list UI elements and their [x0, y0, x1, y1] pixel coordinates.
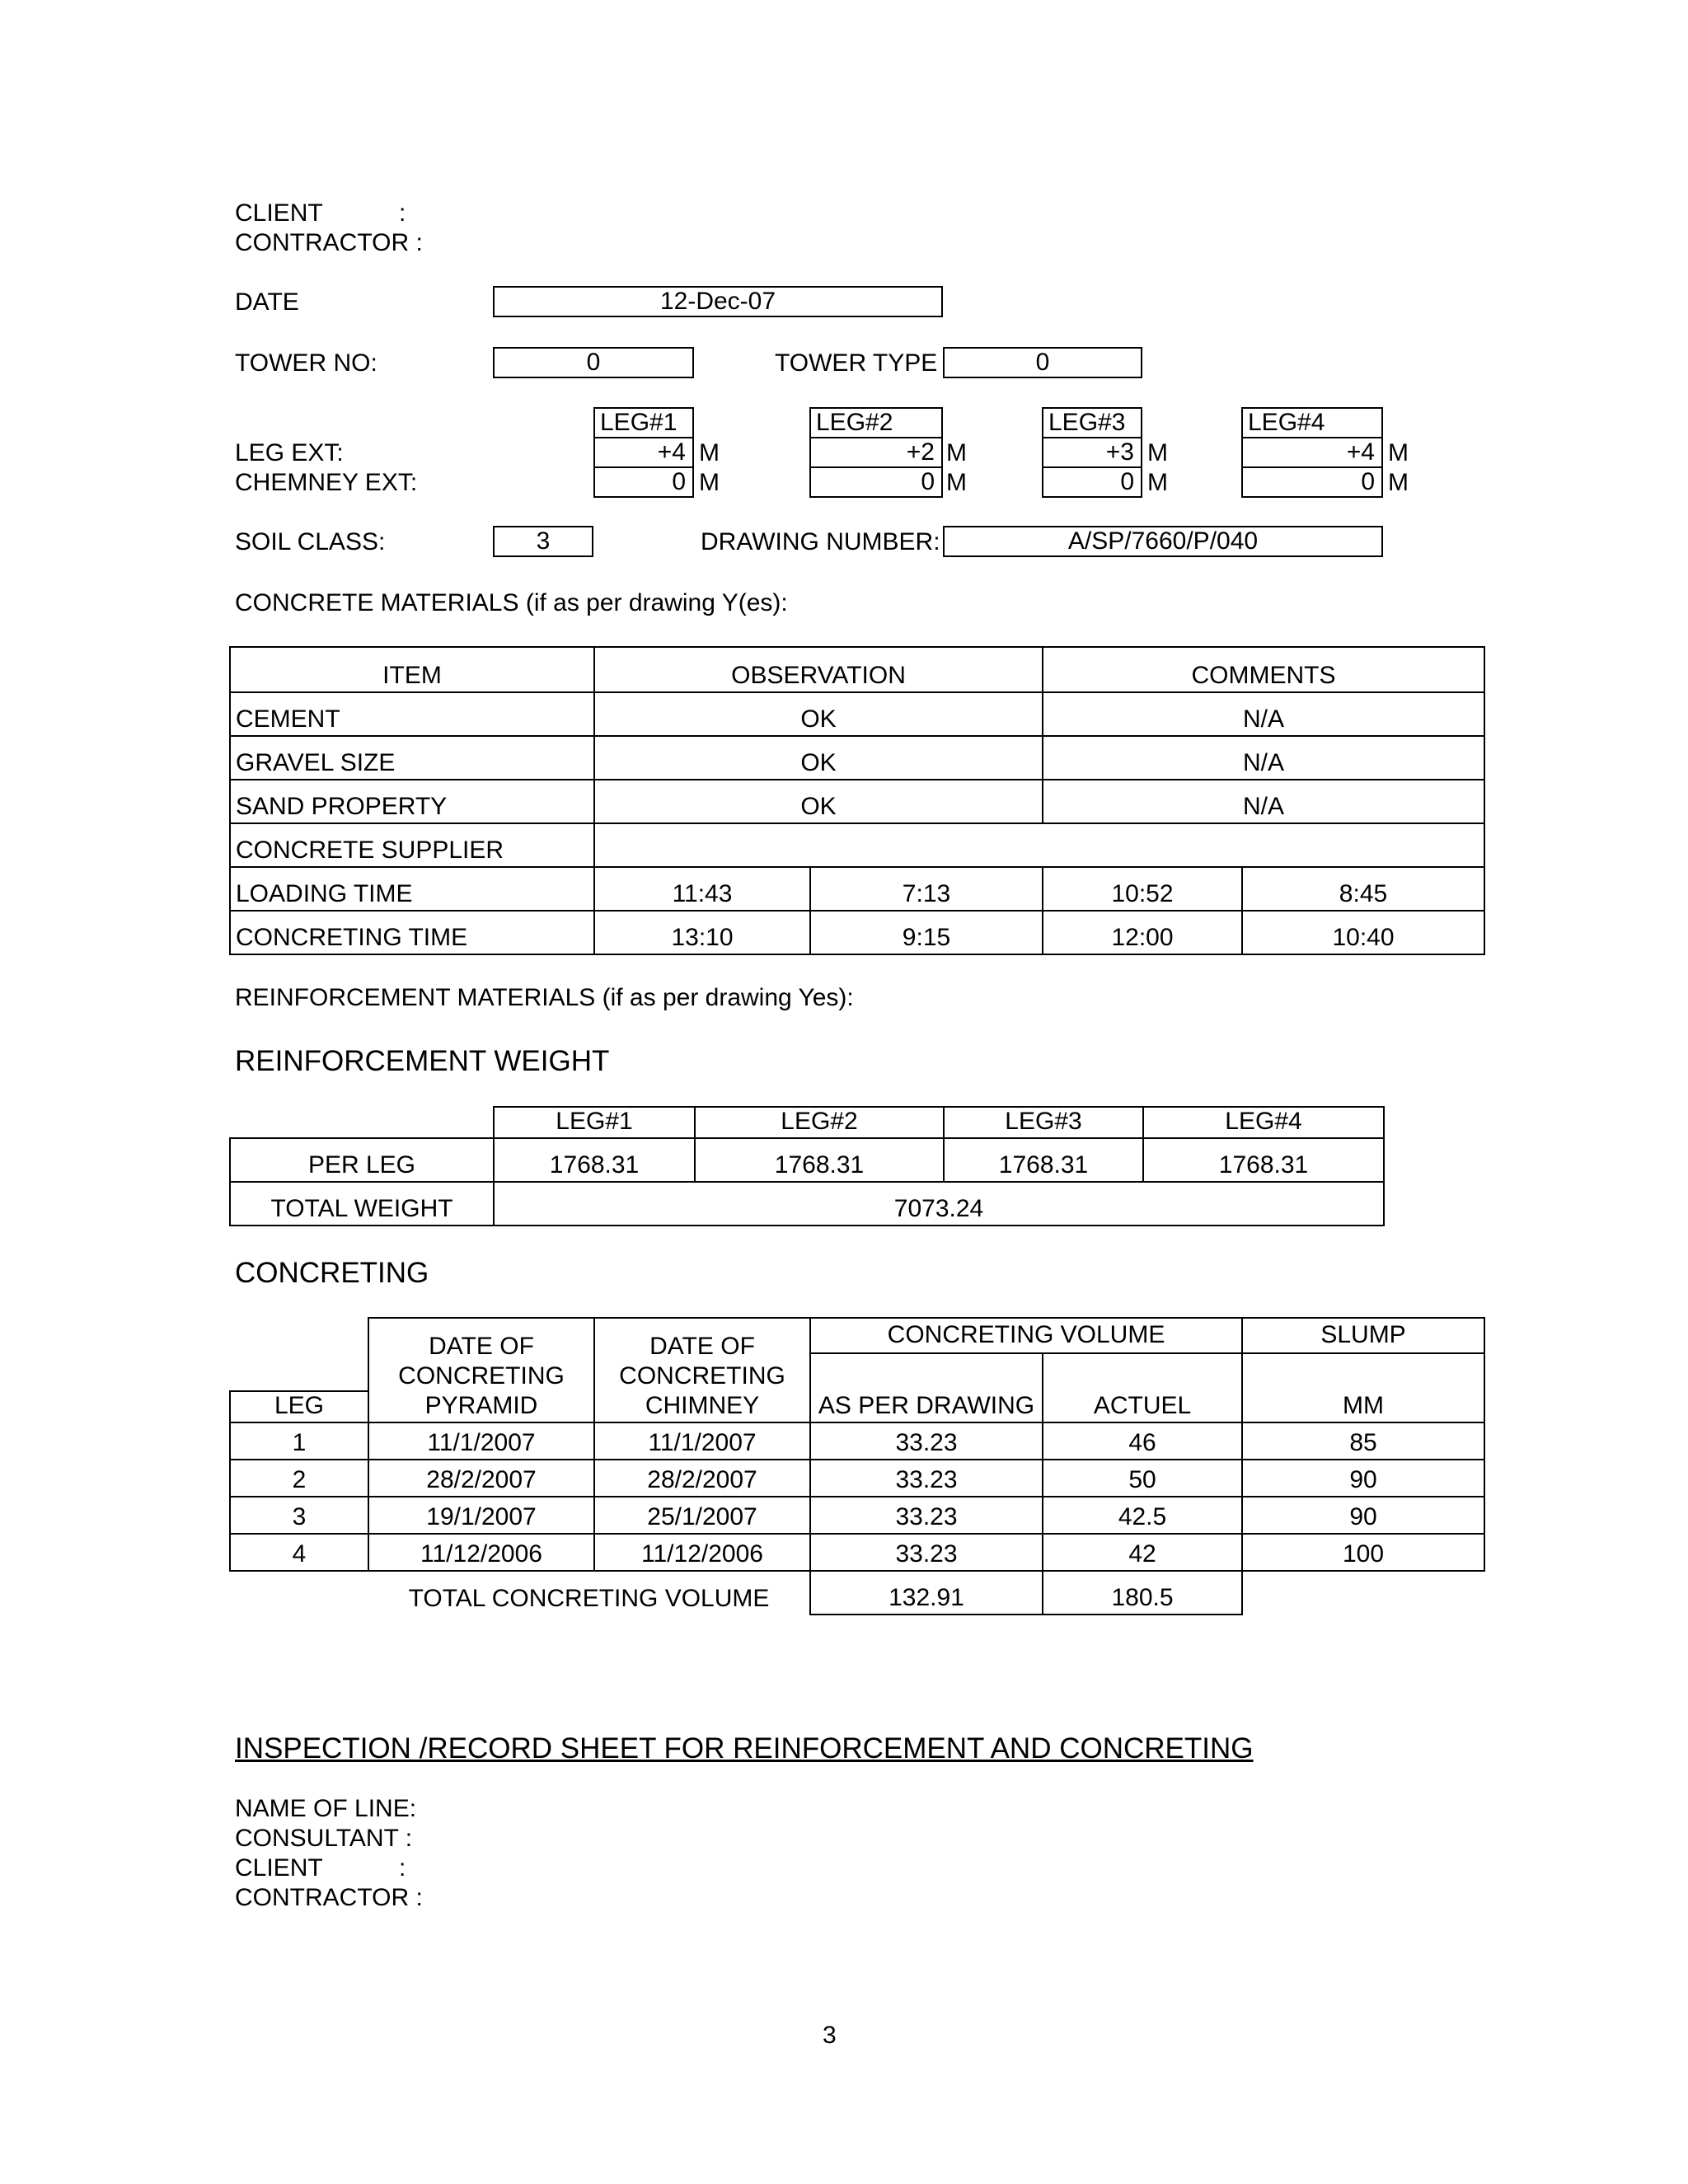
concreting-time-label: CONCRETING TIME [230, 911, 594, 954]
as-per-drawing-cell: 33.23 [810, 1460, 1043, 1497]
supplier-label: CONCRETE SUPPLIER [230, 823, 594, 867]
loading-time-cell: 11:43 [594, 867, 810, 911]
comments-cell: N/A [1043, 736, 1484, 780]
col-concreting-volume: CONCRETING VOLUME [810, 1318, 1242, 1353]
total-weight-value: 7073.24 [494, 1182, 1384, 1226]
per-leg-value: 1768.31 [1143, 1138, 1384, 1182]
leg-cell: 2 [230, 1460, 368, 1497]
unit-label: M [699, 439, 720, 466]
page-number: 3 [823, 2022, 837, 2049]
unit-label: M [946, 439, 967, 466]
drawing-number-label: DRAWING NUMBER: [701, 528, 940, 555]
as-per-drawing-cell: 33.23 [810, 1497, 1043, 1534]
pyramid-header-line: DATE OF [429, 1333, 534, 1360]
table-row [230, 867, 1484, 911]
col-mm: MM [1242, 1391, 1484, 1422]
leg-cell: 1 [230, 1422, 368, 1460]
slump-cell: 90 [1242, 1497, 1484, 1534]
leg3-header: LEG#3 [1042, 407, 1142, 438]
leg-cell: 3 [230, 1497, 368, 1534]
unit-label: M [1388, 439, 1409, 466]
actual-cell: 46 [1043, 1422, 1242, 1460]
table-row [230, 1534, 1484, 1571]
actual-cell: 42.5 [1043, 1497, 1242, 1534]
unit-label: M [1147, 439, 1168, 466]
table-row [230, 823, 1484, 867]
unit-label: M [1147, 469, 1168, 496]
chimney-header-line: DATE OF [649, 1333, 755, 1360]
reinforcement-weight-table [229, 1106, 1385, 1226]
leg-ext-label: LEG EXT: [235, 439, 344, 466]
concreting-time-cell: 10:40 [1242, 911, 1484, 954]
leg-column-header: LEG#2 [695, 1107, 944, 1138]
chimney-date-cell: 25/1/2007 [594, 1497, 810, 1534]
unit-label: M [699, 469, 720, 496]
leg4-header: LEG#4 [1241, 407, 1383, 438]
pyramid-date-cell: 11/12/2006 [368, 1534, 594, 1571]
loading-time-label: LOADING TIME [230, 867, 594, 911]
unit-label: M [1388, 469, 1409, 496]
table-row [230, 1182, 1384, 1226]
leg-column-header: LEG#1 [494, 1107, 695, 1138]
leg1-header: LEG#1 [593, 407, 694, 438]
table-row [230, 736, 1484, 780]
total-weight-label: TOTAL WEIGHT [230, 1182, 494, 1226]
tower-no-field: 0 [493, 347, 694, 378]
chimney-header-line: CONCRETING [619, 1362, 785, 1390]
actual-cell: 42 [1043, 1534, 1242, 1571]
table-row [230, 1422, 1484, 1460]
reinforcement-weight-heading: REINFORCEMENT WEIGHT [235, 1045, 610, 1077]
table-row [230, 911, 1484, 954]
footer-client-colon: : [399, 1854, 406, 1882]
contractor-label: CONTRACTOR : [235, 229, 423, 256]
leg-cell: 4 [230, 1534, 368, 1571]
concreting-table [229, 1317, 1485, 1615]
table-row [230, 780, 1484, 823]
pyramid-date-cell: 28/2/2007 [368, 1460, 594, 1497]
comments-cell: N/A [1043, 692, 1484, 736]
leg3-ext: +3 [1042, 437, 1142, 468]
drawing-number-field: A/SP/7660/P/040 [943, 526, 1383, 557]
total-as-per-drawing: 132.91 [810, 1571, 1043, 1615]
chimney-date-cell: 11/12/2006 [594, 1534, 810, 1571]
leg1-chimney-ext: 0 [593, 466, 694, 498]
item-cell: SAND PROPERTY [230, 780, 594, 823]
slump-cell: 90 [1242, 1460, 1484, 1497]
pyramid-date-cell: 11/1/2007 [368, 1422, 594, 1460]
soil-class-field: 3 [493, 526, 593, 557]
date-field: 12-Dec-07 [493, 286, 943, 317]
chimney-date-cell: 28/2/2007 [594, 1460, 810, 1497]
soil-class-label: SOIL CLASS: [235, 528, 386, 555]
date-label: DATE [235, 288, 299, 316]
col-leg: LEG [230, 1391, 368, 1422]
concreting-time-cell: 12:00 [1043, 911, 1242, 954]
supplier-cell [594, 823, 1484, 867]
leg2-header: LEG#2 [809, 407, 943, 438]
col-pyramid: PYRAMID [368, 1391, 594, 1422]
as-per-drawing-cell: 33.23 [810, 1422, 1043, 1460]
tower-type-field: 0 [943, 347, 1142, 378]
observation-cell: OK [594, 692, 1043, 736]
per-leg-value: 1768.31 [695, 1138, 944, 1182]
line-name-label: NAME OF LINE: [235, 1795, 417, 1822]
table-row [230, 1460, 1484, 1497]
concrete-materials-heading: CONCRETE MATERIALS (if as per drawing Y(es): [235, 589, 788, 616]
table-row [230, 1571, 1484, 1615]
reinforcement-materials-heading: REINFORCEMENT MATERIALS (if as per drawing Yes): [235, 984, 854, 1011]
slump-cell: 100 [1242, 1534, 1484, 1571]
col-item: ITEM [230, 647, 594, 692]
col-chimney: CHIMNEY [594, 1391, 810, 1422]
leg-column-header: LEG#4 [1143, 1107, 1384, 1138]
col-observation: OBSERVATION [594, 647, 1043, 692]
footer-contractor-label: CONTRACTOR : [235, 1884, 423, 1911]
loading-time-cell: 7:13 [810, 867, 1043, 911]
observation-cell: OK [594, 780, 1043, 823]
col-comments: COMMENTS [1043, 647, 1484, 692]
leg-column-header: LEG#3 [944, 1107, 1143, 1138]
leg2-ext: +2 [809, 437, 943, 468]
per-leg-value: 1768.31 [944, 1138, 1143, 1182]
actual-cell: 50 [1043, 1460, 1242, 1497]
total-actual: 180.5 [1043, 1571, 1242, 1615]
leg3-chimney-ext: 0 [1042, 466, 1142, 498]
total-volume-label: TOTAL CONCRETING VOLUME [408, 1585, 770, 1612]
chimney-date-cell: 11/1/2007 [594, 1422, 810, 1460]
per-leg-value: 1768.31 [494, 1138, 695, 1182]
leg4-chimney-ext: 0 [1241, 466, 1383, 498]
tower-type-label: TOWER TYPE [775, 349, 938, 377]
leg1-ext: +4 [593, 437, 694, 468]
leg4-ext: +4 [1241, 437, 1383, 468]
item-cell: GRAVEL SIZE [230, 736, 594, 780]
concreting-time-cell: 13:10 [594, 911, 810, 954]
concreting-heading: CONCRETING [235, 1257, 429, 1289]
concreting-time-cell: 9:15 [810, 911, 1043, 954]
slump-cell: 85 [1242, 1422, 1484, 1460]
item-cell: CEMENT [230, 692, 594, 736]
leg2-chimney-ext: 0 [809, 466, 943, 498]
pyramid-date-cell: 19/1/2007 [368, 1497, 594, 1534]
col-slump: SLUMP [1242, 1318, 1484, 1353]
observation-cell: OK [594, 736, 1043, 780]
pyramid-header-line: CONCRETING [398, 1362, 565, 1390]
loading-time-cell: 10:52 [1043, 867, 1242, 911]
tower-no-label: TOWER NO: [235, 349, 377, 377]
table-row [230, 1138, 1384, 1182]
as-per-drawing-cell: 33.23 [810, 1534, 1043, 1571]
loading-time-cell: 8:45 [1242, 867, 1484, 911]
consultant-label: CONSULTANT : [235, 1825, 413, 1852]
client-label: CLIENT [235, 199, 323, 227]
col-as-per-drawing: AS PER DRAWING [810, 1391, 1043, 1422]
concrete-materials-table [229, 646, 1485, 955]
per-leg-label: PER LEG [230, 1138, 494, 1182]
table-row [230, 1497, 1484, 1534]
footer-client-label: CLIENT [235, 1854, 323, 1882]
client-colon: : [399, 199, 406, 227]
chimney-ext-label: CHEMNEY EXT: [235, 469, 418, 496]
sheet-title: INSPECTION /RECORD SHEET FOR REINFORCEMENT AND CONCRETING [235, 1732, 1254, 1765]
unit-label: M [946, 469, 967, 496]
comments-cell: N/A [1043, 780, 1484, 823]
table-row [230, 692, 1484, 736]
col-actual: ACTUEL [1043, 1391, 1242, 1422]
